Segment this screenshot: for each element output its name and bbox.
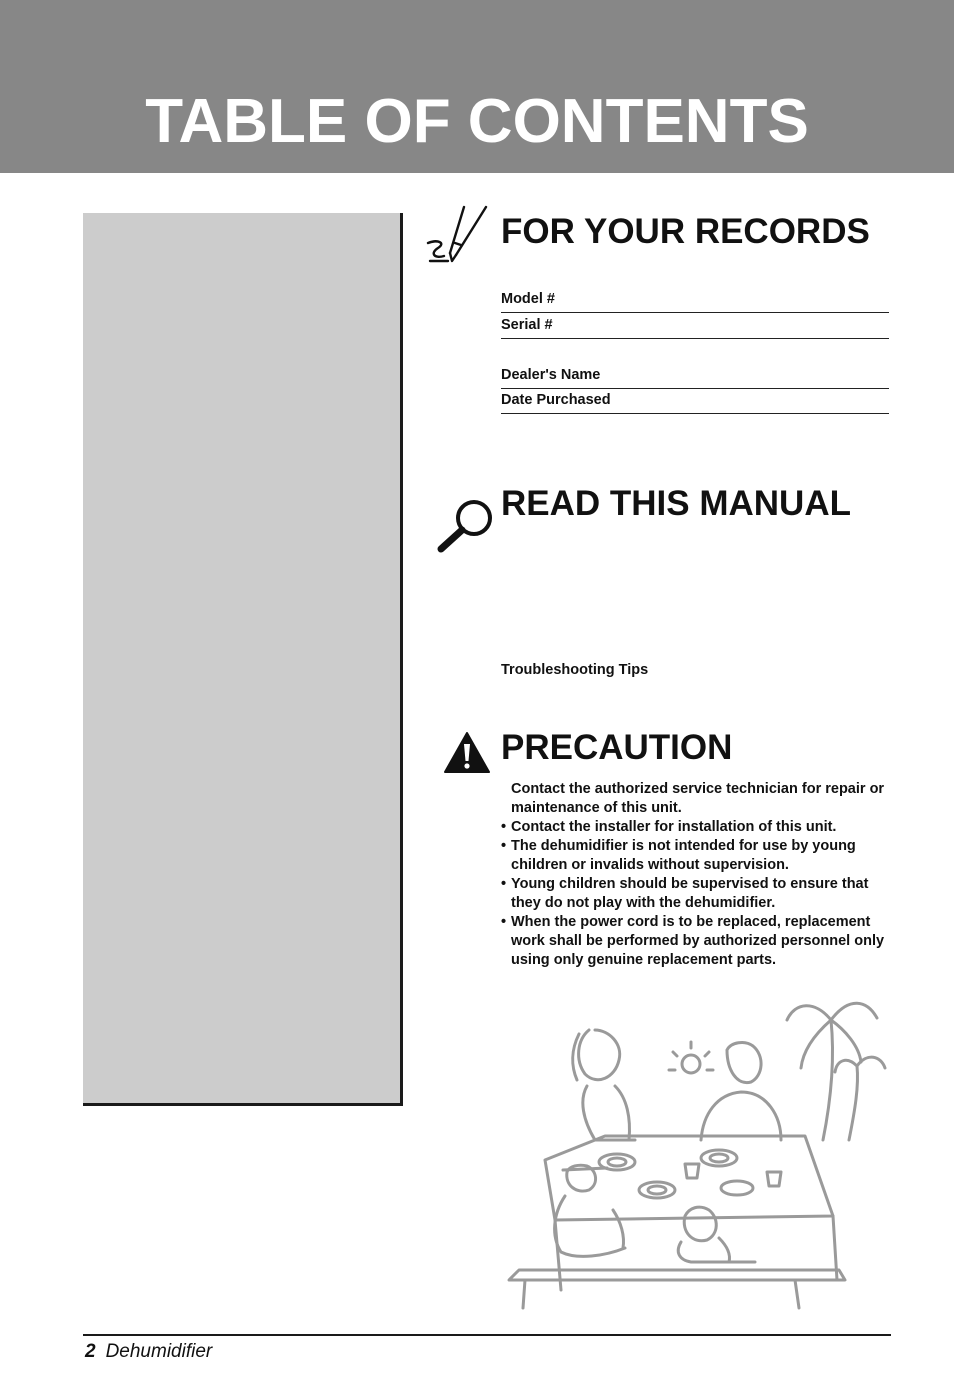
contents-panel (83, 213, 403, 1106)
product-name: Dehumidifier (105, 1341, 213, 1362)
warning-icon (443, 730, 491, 774)
page-title: TABLE OF CONTENTS (145, 87, 809, 156)
model-field[interactable]: Model # (501, 288, 889, 313)
precaution-title: PRECAUTION (501, 728, 733, 767)
precaution-item: Contact the authorized service technician for repair or maintenance of this unit. (511, 781, 885, 816)
precaution-item: • When the power cord is to be replaced, replacement work shall be performed by authorized personnel only using only genuine replacement parts. (501, 913, 893, 970)
magnifier-icon (434, 496, 498, 556)
pen-icon (424, 203, 494, 265)
dealer-name-field[interactable]: Dealer's Name (501, 364, 889, 389)
manual-title: READ THIS MANUAL (501, 484, 851, 523)
page-number: 2 (85, 1341, 96, 1362)
footer-divider (83, 1334, 891, 1336)
precaution-list (501, 780, 893, 970)
records-title: FOR YOUR RECORDS (501, 212, 870, 251)
date-purchased-field[interactable]: Date Purchased (501, 389, 889, 414)
precaution-item: • Contact the installer for installation of this unit. (501, 818, 893, 837)
serial-field[interactable]: Serial # (501, 314, 889, 339)
page-footer (85, 1340, 212, 1364)
picnic-illustration (505, 990, 895, 1320)
precaution-item: • The dehumidifier is not intended for use by young children or invalids without supervision. (501, 837, 893, 875)
troubleshooting-tips-label[interactable]: Troubleshooting Tips (501, 662, 649, 678)
precaution-item: • Young children should be supervised to ensure that they do not play with the dehumidifier. (501, 875, 893, 913)
